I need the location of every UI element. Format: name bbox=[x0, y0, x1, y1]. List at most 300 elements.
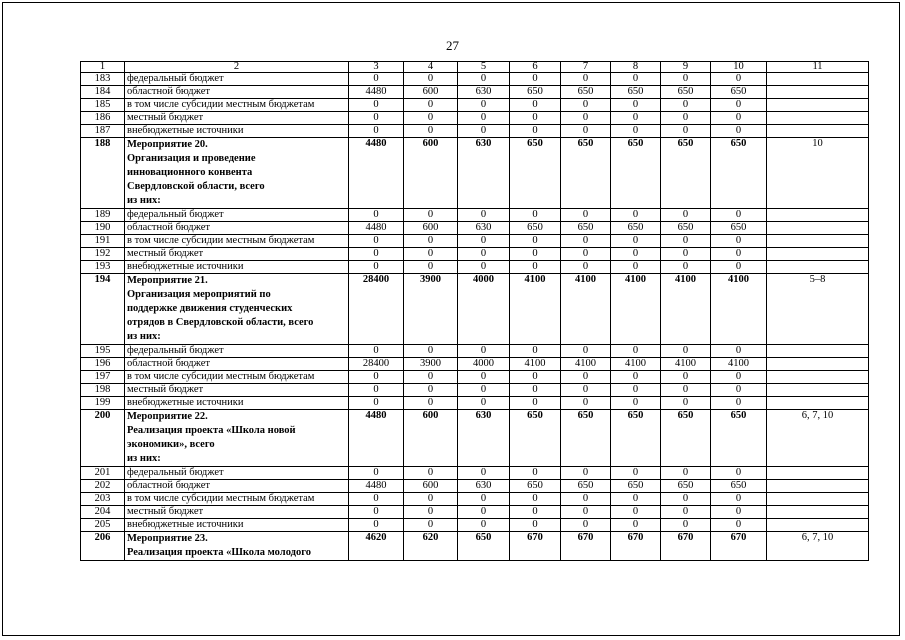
table-row bbox=[81, 235, 869, 248]
value-cell: 0 bbox=[404, 467, 458, 480]
name-line: экономики», всего bbox=[127, 439, 215, 450]
value-cell: 0 bbox=[458, 493, 510, 506]
name-line: областной бюджет bbox=[127, 358, 210, 369]
column-header: 11 bbox=[767, 62, 869, 73]
column-header: 7 bbox=[561, 62, 611, 73]
row-number: 198 bbox=[81, 384, 125, 397]
column-header: 8 bbox=[611, 62, 661, 73]
value-cell: 0 bbox=[711, 506, 767, 519]
value-cell: 0 bbox=[349, 384, 404, 397]
value-cell: 0 bbox=[711, 112, 767, 125]
activity-row bbox=[81, 410, 869, 467]
indicator-cell bbox=[767, 506, 869, 519]
funding-source-name bbox=[125, 73, 349, 86]
row-number: 202 bbox=[81, 480, 125, 493]
value-cell: 0 bbox=[404, 112, 458, 125]
funding-source-name bbox=[125, 222, 349, 235]
value-cell: 0 bbox=[510, 397, 561, 410]
value-cell: 0 bbox=[458, 519, 510, 532]
value-cell: 650 bbox=[711, 138, 767, 209]
name-line: из них: bbox=[127, 331, 161, 342]
value-cell: 0 bbox=[561, 397, 611, 410]
value-cell: 0 bbox=[349, 519, 404, 532]
value-cell: 4480 bbox=[349, 480, 404, 493]
value-cell: 0 bbox=[661, 125, 711, 138]
funding-source-name bbox=[125, 467, 349, 480]
value-cell: 650 bbox=[510, 480, 561, 493]
value-cell: 0 bbox=[404, 248, 458, 261]
value-cell: 0 bbox=[711, 467, 767, 480]
value-cell: 0 bbox=[611, 506, 661, 519]
value-cell: 670 bbox=[711, 532, 767, 561]
activity-row bbox=[81, 138, 869, 209]
name-line: из них: bbox=[127, 195, 161, 206]
value-cell: 650 bbox=[561, 480, 611, 493]
table-row bbox=[81, 248, 869, 261]
table-row bbox=[81, 222, 869, 235]
indicator-cell: 6, 7, 10 bbox=[767, 532, 869, 561]
value-cell: 0 bbox=[349, 261, 404, 274]
name-line: в том числе субсидии местным бюджетам bbox=[127, 99, 315, 110]
value-cell: 0 bbox=[349, 345, 404, 358]
value-cell: 4100 bbox=[611, 274, 661, 345]
value-cell: 0 bbox=[458, 73, 510, 86]
indicator-cell bbox=[767, 371, 869, 384]
value-cell: 4100 bbox=[561, 358, 611, 371]
funding-source-name bbox=[125, 235, 349, 248]
activity-row bbox=[81, 274, 869, 345]
value-cell: 0 bbox=[711, 209, 767, 222]
value-cell: 0 bbox=[458, 248, 510, 261]
value-cell: 0 bbox=[661, 99, 711, 112]
row-number: 185 bbox=[81, 99, 125, 112]
name-line: федеральный бюджет bbox=[127, 73, 224, 84]
row-number: 193 bbox=[81, 261, 125, 274]
value-cell: 600 bbox=[404, 410, 458, 467]
indicator-cell bbox=[767, 125, 869, 138]
name-line: в том числе субсидии местным бюджетам bbox=[127, 493, 315, 504]
funding-source-name bbox=[125, 397, 349, 410]
value-cell: 0 bbox=[510, 261, 561, 274]
funding-source-name bbox=[125, 138, 349, 209]
name-line: Свердловской области, всего bbox=[127, 181, 265, 192]
value-cell: 650 bbox=[661, 222, 711, 235]
name-line: Организация мероприятий по bbox=[127, 289, 271, 300]
value-cell: 0 bbox=[661, 384, 711, 397]
value-cell: 0 bbox=[404, 73, 458, 86]
value-cell: 0 bbox=[510, 125, 561, 138]
value-cell: 0 bbox=[561, 493, 611, 506]
indicator-cell bbox=[767, 261, 869, 274]
value-cell: 4100 bbox=[711, 274, 767, 345]
indicator-cell bbox=[767, 519, 869, 532]
value-cell: 0 bbox=[349, 371, 404, 384]
value-cell: 0 bbox=[711, 345, 767, 358]
value-cell: 0 bbox=[404, 371, 458, 384]
value-cell: 0 bbox=[349, 209, 404, 222]
table-row bbox=[81, 209, 869, 222]
value-cell: 0 bbox=[561, 371, 611, 384]
name-line: Реализация проекта «Школа молодого bbox=[127, 547, 311, 558]
value-cell: 0 bbox=[711, 384, 767, 397]
value-cell: 0 bbox=[561, 73, 611, 86]
value-cell: 4000 bbox=[458, 274, 510, 345]
name-line: Мероприятие 20. bbox=[127, 139, 208, 150]
value-cell: 650 bbox=[661, 480, 711, 493]
column-header: 2 bbox=[125, 62, 349, 73]
value-cell: 0 bbox=[661, 248, 711, 261]
row-number: 195 bbox=[81, 345, 125, 358]
value-cell: 0 bbox=[561, 248, 611, 261]
table-row bbox=[81, 125, 869, 138]
value-cell: 0 bbox=[711, 371, 767, 384]
column-header: 3 bbox=[349, 62, 404, 73]
value-cell: 0 bbox=[711, 261, 767, 274]
value-cell: 0 bbox=[510, 345, 561, 358]
funding-source-name bbox=[125, 125, 349, 138]
value-cell: 0 bbox=[404, 261, 458, 274]
value-cell: 670 bbox=[611, 532, 661, 561]
value-cell: 0 bbox=[561, 467, 611, 480]
value-cell: 0 bbox=[458, 209, 510, 222]
value-cell: 620 bbox=[404, 532, 458, 561]
value-cell: 0 bbox=[404, 397, 458, 410]
value-cell: 4100 bbox=[510, 274, 561, 345]
name-line: местный бюджет bbox=[127, 384, 204, 395]
value-cell: 0 bbox=[510, 384, 561, 397]
value-cell: 3900 bbox=[404, 274, 458, 345]
value-cell: 4620 bbox=[349, 532, 404, 561]
value-cell: 650 bbox=[458, 532, 510, 561]
row-number: 205 bbox=[81, 519, 125, 532]
name-line: местный бюджет bbox=[127, 112, 204, 123]
value-cell: 0 bbox=[611, 493, 661, 506]
value-cell: 650 bbox=[510, 410, 561, 467]
value-cell: 4100 bbox=[561, 274, 611, 345]
value-cell: 0 bbox=[661, 235, 711, 248]
row-number: 201 bbox=[81, 467, 125, 480]
name-line: Мероприятие 21. bbox=[127, 275, 208, 286]
value-cell: 0 bbox=[510, 112, 561, 125]
value-cell: 0 bbox=[404, 345, 458, 358]
funding-source-name bbox=[125, 480, 349, 493]
row-number: 206 bbox=[81, 532, 125, 561]
value-cell: 0 bbox=[510, 248, 561, 261]
value-cell: 650 bbox=[711, 410, 767, 467]
indicator-cell bbox=[767, 480, 869, 493]
name-line: внебюджетные источники bbox=[127, 261, 244, 272]
name-line: местный бюджет bbox=[127, 506, 204, 517]
value-cell: 0 bbox=[611, 261, 661, 274]
value-cell: 0 bbox=[661, 73, 711, 86]
value-cell: 650 bbox=[561, 222, 611, 235]
value-cell: 0 bbox=[611, 467, 661, 480]
name-line: внебюджетные источники bbox=[127, 397, 244, 408]
value-cell: 0 bbox=[510, 235, 561, 248]
table-row bbox=[81, 99, 869, 112]
value-cell: 600 bbox=[404, 222, 458, 235]
value-cell: 0 bbox=[510, 209, 561, 222]
value-cell: 670 bbox=[510, 532, 561, 561]
value-cell: 0 bbox=[349, 493, 404, 506]
indicator-cell bbox=[767, 493, 869, 506]
indicator-cell bbox=[767, 384, 869, 397]
value-cell: 0 bbox=[404, 99, 458, 112]
value-cell: 4480 bbox=[349, 410, 404, 467]
table-row bbox=[81, 493, 869, 506]
indicator-cell: 5–8 bbox=[767, 274, 869, 345]
table-row bbox=[81, 261, 869, 274]
funding-source-name bbox=[125, 493, 349, 506]
value-cell: 4100 bbox=[510, 358, 561, 371]
name-line: Мероприятие 22. bbox=[127, 411, 208, 422]
value-cell: 0 bbox=[561, 384, 611, 397]
name-line: в том числе субсидии местным бюджетам bbox=[127, 235, 315, 246]
value-cell: 0 bbox=[711, 125, 767, 138]
table-row bbox=[81, 371, 869, 384]
value-cell: 650 bbox=[510, 86, 561, 99]
name-line: из них: bbox=[127, 453, 161, 464]
header-row bbox=[81, 62, 869, 73]
indicator-cell bbox=[767, 358, 869, 371]
value-cell: 0 bbox=[404, 209, 458, 222]
value-cell: 4100 bbox=[661, 358, 711, 371]
value-cell: 28400 bbox=[349, 274, 404, 345]
value-cell: 0 bbox=[458, 371, 510, 384]
table-row bbox=[81, 345, 869, 358]
funding-source-name bbox=[125, 274, 349, 345]
value-cell: 0 bbox=[561, 112, 611, 125]
table-row bbox=[81, 519, 869, 532]
name-line: Мероприятие 23. bbox=[127, 533, 208, 544]
value-cell: 4480 bbox=[349, 222, 404, 235]
value-cell: 0 bbox=[510, 506, 561, 519]
value-cell: 3900 bbox=[404, 358, 458, 371]
value-cell: 650 bbox=[711, 86, 767, 99]
funding-source-name bbox=[125, 506, 349, 519]
value-cell: 650 bbox=[661, 138, 711, 209]
value-cell: 0 bbox=[458, 112, 510, 125]
value-cell: 0 bbox=[611, 397, 661, 410]
indicator-cell bbox=[767, 86, 869, 99]
indicator-cell bbox=[767, 73, 869, 86]
value-cell: 0 bbox=[458, 506, 510, 519]
value-cell: 630 bbox=[458, 222, 510, 235]
value-cell: 0 bbox=[611, 209, 661, 222]
value-cell: 0 bbox=[561, 506, 611, 519]
row-number: 204 bbox=[81, 506, 125, 519]
value-cell: 0 bbox=[404, 125, 458, 138]
funding-source-name bbox=[125, 410, 349, 467]
table-row bbox=[81, 506, 869, 519]
indicator-cell bbox=[767, 235, 869, 248]
value-cell: 0 bbox=[458, 125, 510, 138]
value-cell: 0 bbox=[661, 397, 711, 410]
value-cell: 0 bbox=[561, 125, 611, 138]
indicator-cell bbox=[767, 209, 869, 222]
funding-source-name bbox=[125, 384, 349, 397]
table-row bbox=[81, 358, 869, 371]
indicator-cell bbox=[767, 345, 869, 358]
value-cell: 650 bbox=[510, 138, 561, 209]
value-cell: 600 bbox=[404, 480, 458, 493]
value-cell: 0 bbox=[510, 467, 561, 480]
name-line: областной бюджет bbox=[127, 480, 210, 491]
value-cell: 0 bbox=[458, 384, 510, 397]
value-cell: 0 bbox=[510, 493, 561, 506]
value-cell: 0 bbox=[711, 73, 767, 86]
row-number: 188 bbox=[81, 138, 125, 209]
name-line: федеральный бюджет bbox=[127, 345, 224, 356]
funding-source-name bbox=[125, 209, 349, 222]
value-cell: 0 bbox=[661, 506, 711, 519]
value-cell: 630 bbox=[458, 410, 510, 467]
row-number: 203 bbox=[81, 493, 125, 506]
value-cell: 0 bbox=[349, 235, 404, 248]
value-cell: 0 bbox=[561, 519, 611, 532]
value-cell: 0 bbox=[404, 519, 458, 532]
name-line: местный бюджет bbox=[127, 248, 204, 259]
value-cell: 650 bbox=[510, 222, 561, 235]
value-cell: 4000 bbox=[458, 358, 510, 371]
value-cell: 0 bbox=[611, 235, 661, 248]
value-cell: 0 bbox=[561, 209, 611, 222]
value-cell: 0 bbox=[711, 248, 767, 261]
value-cell: 650 bbox=[711, 222, 767, 235]
value-cell: 0 bbox=[611, 248, 661, 261]
table-row bbox=[81, 480, 869, 493]
value-cell: 0 bbox=[711, 235, 767, 248]
column-header: 10 bbox=[711, 62, 767, 73]
value-cell: 0 bbox=[661, 519, 711, 532]
funding-source-name bbox=[125, 345, 349, 358]
indicator-cell bbox=[767, 99, 869, 112]
row-number: 191 bbox=[81, 235, 125, 248]
value-cell: 0 bbox=[661, 467, 711, 480]
funding-source-name bbox=[125, 532, 349, 561]
value-cell: 650 bbox=[661, 410, 711, 467]
funding-source-name bbox=[125, 112, 349, 125]
row-number: 194 bbox=[81, 274, 125, 345]
value-cell: 600 bbox=[404, 86, 458, 99]
value-cell: 4480 bbox=[349, 86, 404, 99]
funding-source-name bbox=[125, 248, 349, 261]
column-header: 1 bbox=[81, 62, 125, 73]
value-cell: 0 bbox=[611, 371, 661, 384]
value-cell: 0 bbox=[611, 519, 661, 532]
indicator-cell bbox=[767, 248, 869, 261]
value-cell: 0 bbox=[611, 73, 661, 86]
value-cell: 0 bbox=[458, 397, 510, 410]
name-line: поддержке движения студенческих bbox=[127, 303, 293, 314]
value-cell: 0 bbox=[711, 99, 767, 112]
value-cell: 0 bbox=[458, 467, 510, 480]
value-cell: 650 bbox=[561, 86, 611, 99]
value-cell: 650 bbox=[611, 480, 661, 493]
value-cell: 0 bbox=[611, 345, 661, 358]
value-cell: 0 bbox=[561, 99, 611, 112]
value-cell: 650 bbox=[711, 480, 767, 493]
value-cell: 650 bbox=[561, 410, 611, 467]
value-cell: 0 bbox=[510, 371, 561, 384]
funding-source-name bbox=[125, 371, 349, 384]
name-line: инновационного конвента bbox=[127, 167, 253, 178]
value-cell: 0 bbox=[711, 493, 767, 506]
name-line: федеральный бюджет bbox=[127, 209, 224, 220]
value-cell: 0 bbox=[561, 261, 611, 274]
row-number: 186 bbox=[81, 112, 125, 125]
value-cell: 0 bbox=[611, 384, 661, 397]
value-cell: 4100 bbox=[661, 274, 711, 345]
value-cell: 630 bbox=[458, 86, 510, 99]
value-cell: 0 bbox=[611, 112, 661, 125]
funding-source-name bbox=[125, 99, 349, 112]
row-number: 192 bbox=[81, 248, 125, 261]
value-cell: 0 bbox=[349, 397, 404, 410]
value-cell: 4480 bbox=[349, 138, 404, 209]
value-cell: 0 bbox=[458, 235, 510, 248]
value-cell: 0 bbox=[510, 99, 561, 112]
value-cell: 0 bbox=[611, 125, 661, 138]
page-number: 27 bbox=[446, 38, 459, 53]
name-line: внебюджетные источники bbox=[127, 519, 244, 530]
value-cell: 4100 bbox=[611, 358, 661, 371]
row-number: 187 bbox=[81, 125, 125, 138]
value-cell: 650 bbox=[611, 138, 661, 209]
value-cell: 4100 bbox=[711, 358, 767, 371]
funding-source-name bbox=[125, 358, 349, 371]
value-cell: 0 bbox=[349, 506, 404, 519]
budget-table bbox=[80, 61, 869, 561]
activity-row bbox=[81, 532, 869, 561]
indicator-cell bbox=[767, 112, 869, 125]
value-cell: 0 bbox=[561, 345, 611, 358]
column-header: 9 bbox=[661, 62, 711, 73]
value-cell: 0 bbox=[661, 493, 711, 506]
value-cell: 0 bbox=[611, 99, 661, 112]
value-cell: 0 bbox=[661, 112, 711, 125]
value-cell: 630 bbox=[458, 480, 510, 493]
table-row bbox=[81, 73, 869, 86]
funding-source-name bbox=[125, 86, 349, 99]
value-cell: 0 bbox=[349, 99, 404, 112]
value-cell: 650 bbox=[661, 86, 711, 99]
value-cell: 0 bbox=[404, 506, 458, 519]
value-cell: 600 bbox=[404, 138, 458, 209]
value-cell: 0 bbox=[661, 261, 711, 274]
value-cell: 630 bbox=[458, 138, 510, 209]
value-cell: 0 bbox=[510, 73, 561, 86]
name-line: внебюджетные источники bbox=[127, 125, 244, 136]
value-cell: 0 bbox=[349, 125, 404, 138]
value-cell: 28400 bbox=[349, 358, 404, 371]
indicator-cell: 10 bbox=[767, 138, 869, 209]
name-line: в том числе субсидии местным бюджетам bbox=[127, 371, 315, 382]
value-cell: 0 bbox=[711, 519, 767, 532]
value-cell: 0 bbox=[404, 493, 458, 506]
table-row bbox=[81, 384, 869, 397]
value-cell: 0 bbox=[661, 371, 711, 384]
value-cell: 0 bbox=[458, 261, 510, 274]
row-number: 197 bbox=[81, 371, 125, 384]
row-number: 199 bbox=[81, 397, 125, 410]
name-line: областной бюджет bbox=[127, 222, 210, 233]
value-cell: 0 bbox=[349, 467, 404, 480]
value-cell: 0 bbox=[349, 112, 404, 125]
row-number: 184 bbox=[81, 86, 125, 99]
name-line: Реализация проекта «Школа новой bbox=[127, 425, 296, 436]
value-cell: 670 bbox=[561, 532, 611, 561]
